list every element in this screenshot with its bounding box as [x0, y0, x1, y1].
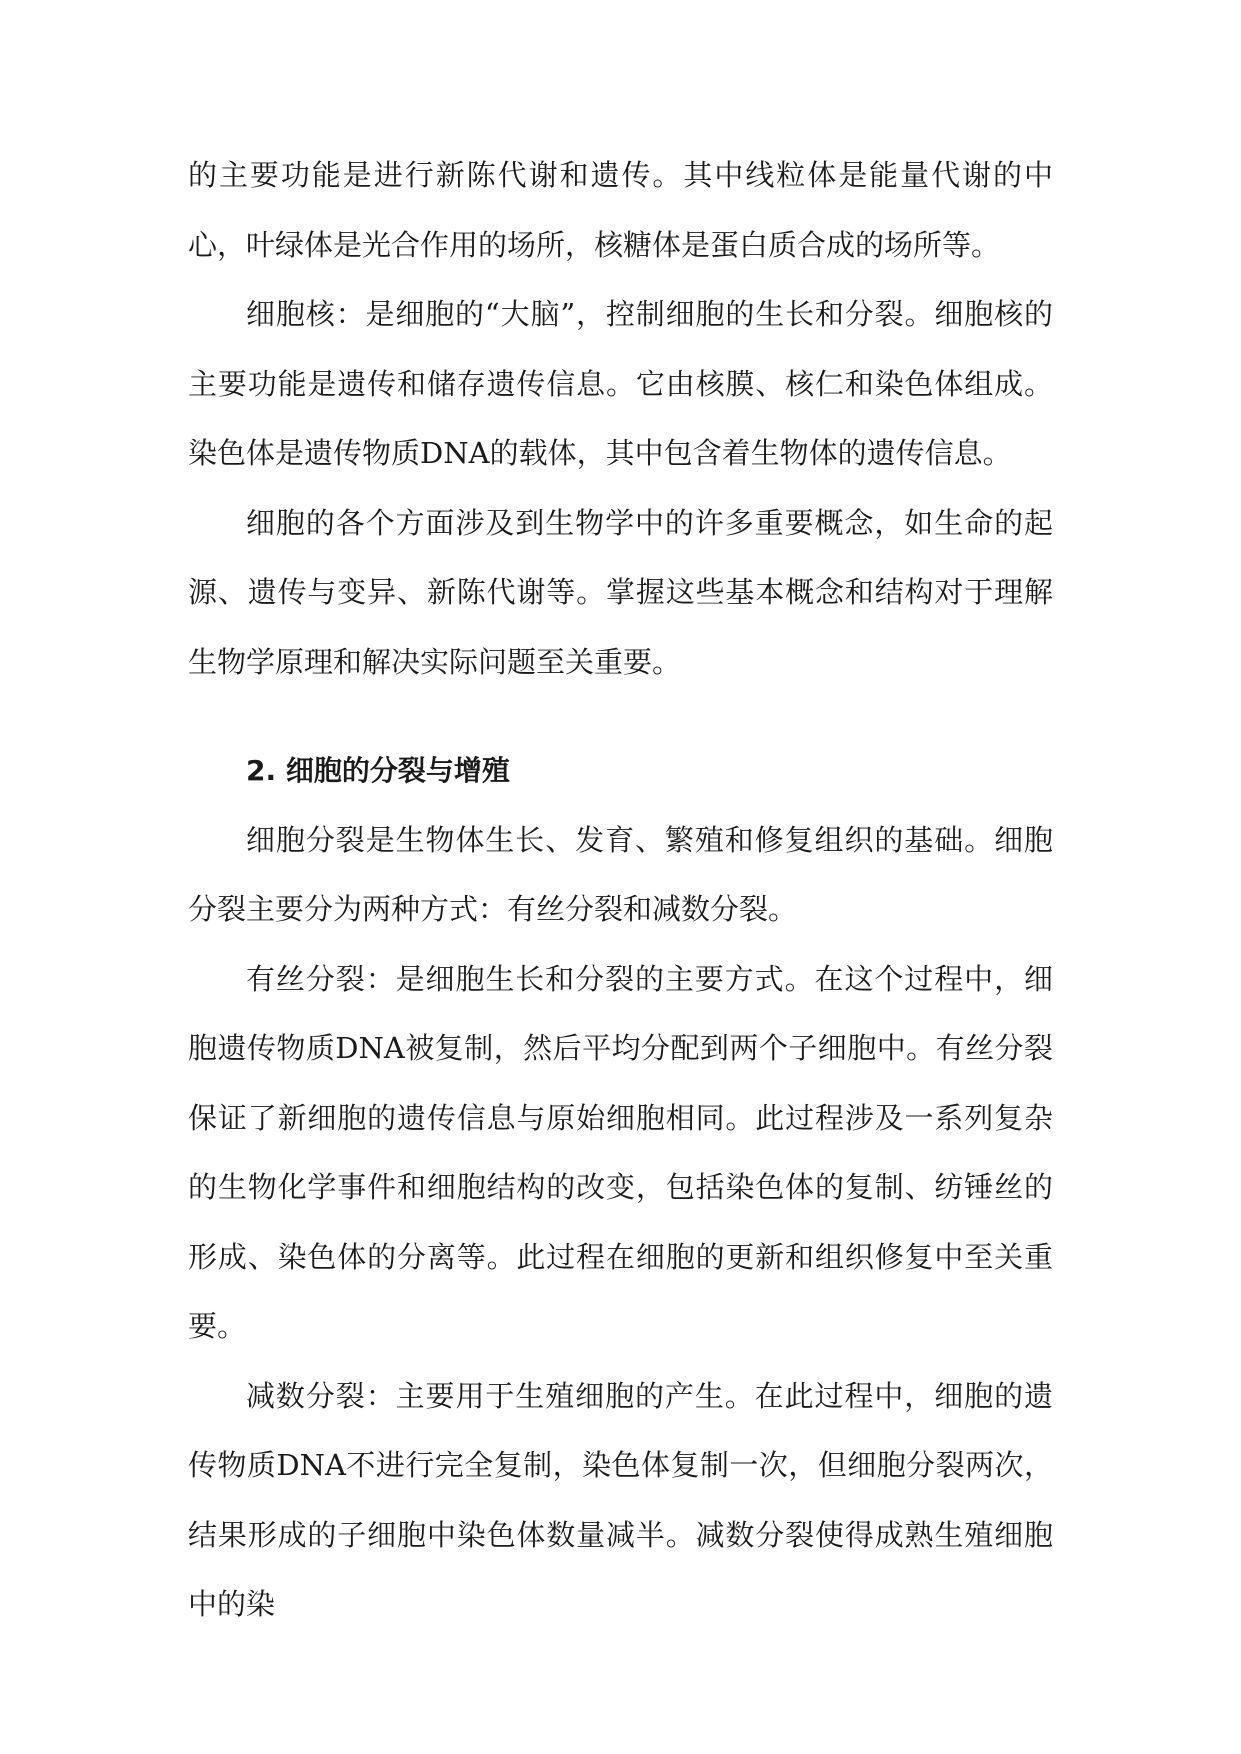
paragraph-nucleus: 细胞核：是细胞的“大脑”，控制细胞的生长和分裂。细胞核的主要功能是遗传和储存遗传信息。它由核膜、核仁和染色体组成。染色体是遗传物质DNA的载体，其中包含着生物体的遗传信息。	[188, 297, 1053, 470]
paragraph-cell-division: 细胞分裂是生物体生长、发育、繁殖和修复组织的基础。细胞分裂主要分为两种方式：有丝分裂和减数分裂。	[188, 822, 1053, 926]
paragraph-mitosis: 有丝分裂：是细胞生长和分裂的主要方式。在这个过程中，细胞遗传物质DNA被复制，然后平均分配到两个子细胞中。有丝分裂保证了新细胞的遗传信息与原始细胞相同。此过程涉及一系列复杂的生物化学事件和细胞结构的改变，包括染色体的复制、纺锤丝的形成、染色体的分离等。此过程在细胞的更新和组织修复中至关重要。	[188, 961, 1053, 1343]
paragraph-meiosis: 减数分裂：主要用于生殖细胞的产生。在此过程中，细胞的遗传物质DNA不进行完全复制，染色体复制一次，但细胞分裂两次，结果形成的子细胞中染色体数量减半。减数分裂使得成熟生殖细胞中的染	[188, 1378, 1053, 1621]
section-heading: 2. 细胞的分裂与增殖	[246, 754, 510, 787]
paragraph-concepts: 细胞的各个方面涉及到生物学中的许多重要概念，如生命的起源、遗传与变异、新陈代谢等。掌握这些基本概念和结构对于理解生物学原理和解决实际问题至关重要。	[188, 505, 1053, 679]
paragraph-cell-functions: 的主要功能是进行新陈代谢和遗传。其中线粒体是能量代谢的中心，叶绿体是光合作用的场所，核糖体是蛋白质合成的场所等。	[188, 158, 1053, 262]
document-body	[188, 141, 1053, 1640]
